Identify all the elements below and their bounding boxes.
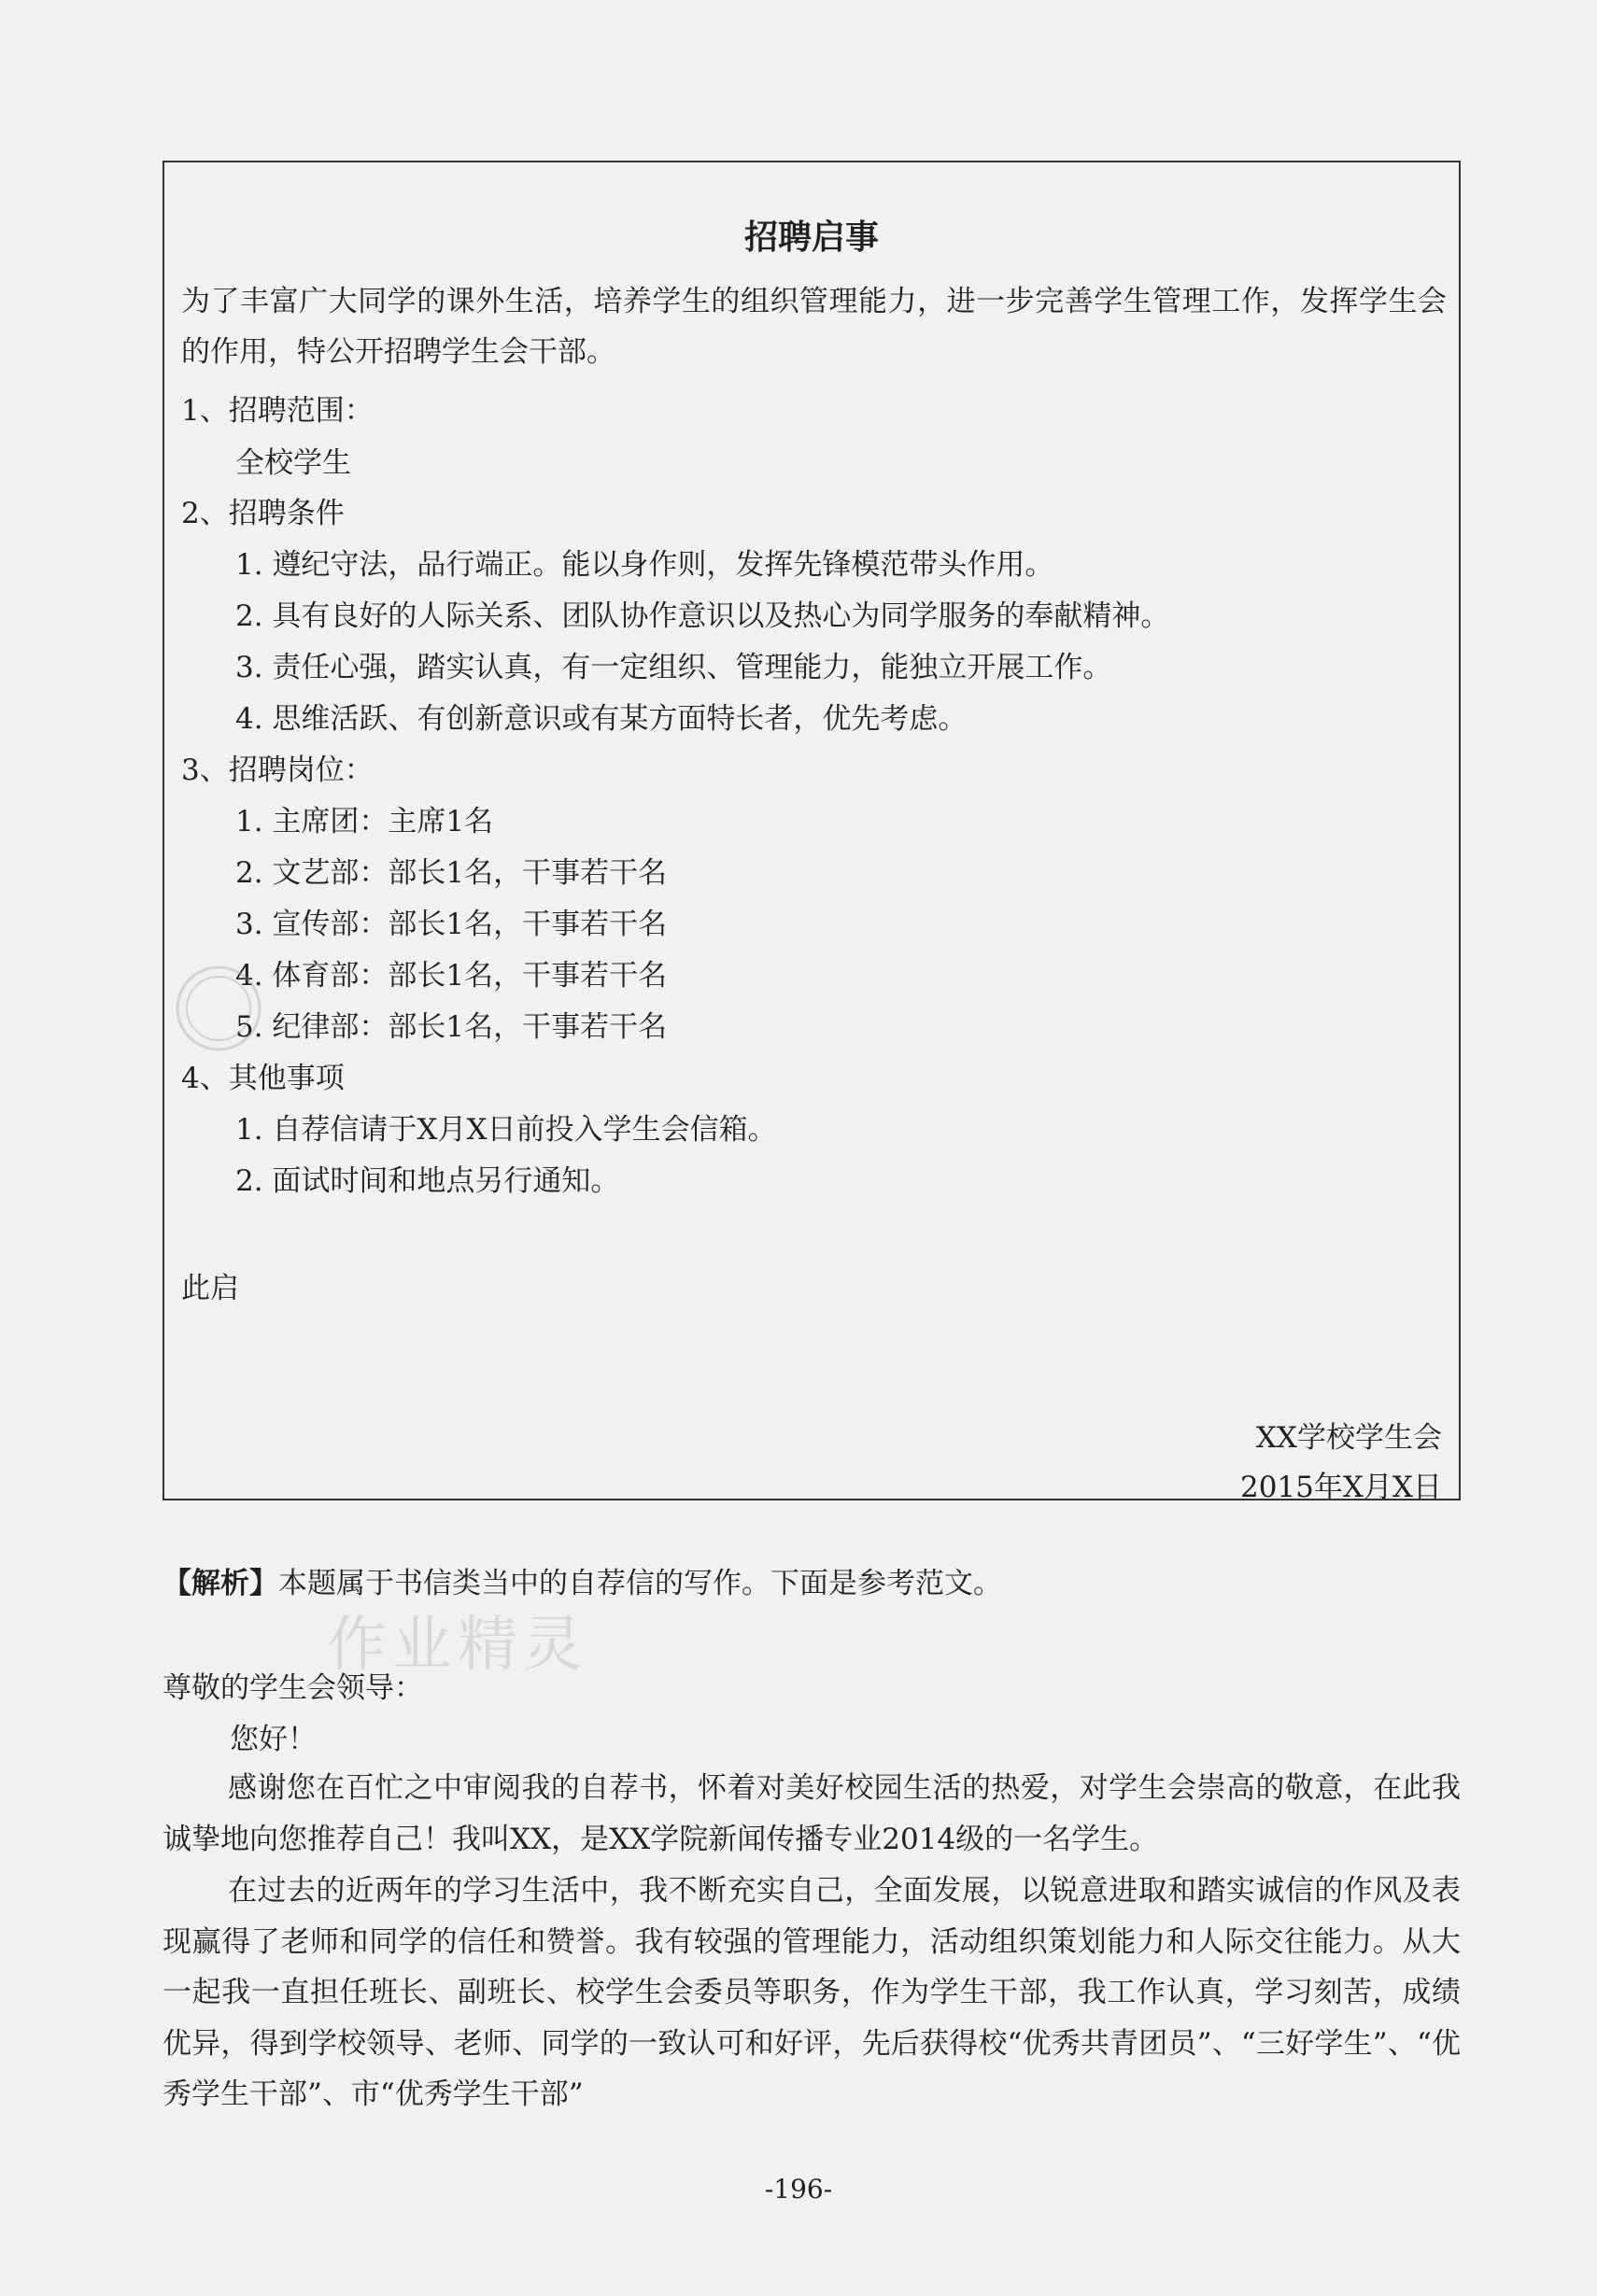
signature-org: XX学校学生会 xyxy=(1255,1421,1442,1455)
section-2-heading: 2、招聘条件 xyxy=(181,497,345,530)
condition-item: 3. 责任心强，踏实认真，有一定组织、管理能力，能独立开展工作。 xyxy=(235,651,1112,684)
section-1-body: 全校学生 xyxy=(235,446,351,480)
watermark-stamp-icon xyxy=(172,962,265,1055)
letter-paragraph: 感谢您在百忙之中审阅我的自荐书，怀着对美好校园生活的热爱，对学生会崇高的敬意，在此我诚挚地向您推荐自己！我叫XX，是XX学院新闻传播专业2014级的一名学生。 xyxy=(163,1771,1461,1856)
letter-salutation: 尊敬的学生会领导： xyxy=(163,1671,423,1705)
analysis-tag: 【解析】 xyxy=(163,1567,278,1600)
signature-date: 2015年X月X日 xyxy=(1239,1471,1442,1504)
notice-box xyxy=(163,161,1461,1504)
other-item: 2. 面试时间和地点另行通知。 xyxy=(235,1164,620,1198)
analysis-line xyxy=(163,1559,1002,1601)
closing-text: 此启 xyxy=(181,1272,239,1305)
position-item: 5. 纪律部：部长1名，干事若干名 xyxy=(235,1010,668,1044)
other-item: 1. 自荐信请于X月X日前投入学生会信箱。 xyxy=(235,1113,777,1147)
section-4-heading: 4、其他事项 xyxy=(181,1062,345,1095)
watermark-text: 作业精灵 xyxy=(327,1611,588,1680)
position-item: 1. 主席团：主席1名 xyxy=(235,805,494,838)
analysis-text: 本题属于书信类当中的自荐信的写作。下面是参考范文。 xyxy=(278,1567,1002,1600)
notice-intro: 为了丰富广大同学的课外生活，培养学生的组织管理能力，进一步完善学生管理工作，发挥学生会的作用，特公开招聘学生会干部。 xyxy=(181,285,1447,369)
position-item: 4. 体育部：部长1名，干事若干名 xyxy=(235,959,668,993)
condition-item: 2. 具有良好的人际关系、团队协作意识以及热心为同学服务的奉献精神。 xyxy=(235,599,1170,633)
position-item: 2. 文艺部：部长1名，干事若干名 xyxy=(235,856,668,890)
section-3-heading: 3、招聘岗位： xyxy=(181,754,374,787)
letter-paragraph: 在过去的近两年的学习生活中，我不断充实自己，全面发展，以锐意进取和踏实诚信的作风及表现赢得了老师和同学的信任和赞誉。我有较强的管理能力，活动组织策划能力和人际交往能力。从大一起我一直担任班长、副班长、校学生会委员等职务，作为学生干部，我工作认真，学习刻苦，成绩优异，得到学校领导、老师、同学的一致认可和好评，先后获得校“优秀共青团员”、“三好学生”、“优秀学生干部”、市“优秀学生干部” xyxy=(163,1874,1461,2111)
notice-title: 招聘启事 xyxy=(743,218,879,257)
position-item: 3. 宣传部：部长1名，干事若干名 xyxy=(235,908,668,941)
section-1-heading: 1、招聘范围： xyxy=(181,394,374,428)
letter-greeting: 您好！ xyxy=(230,1723,317,1756)
condition-item: 4. 思维活跃、有创新意识或有某方面特长者，优先考虑。 xyxy=(235,702,968,736)
page-number: -196- xyxy=(764,2174,833,2204)
condition-item: 1. 遵纪守法，品行端正。能以身作则，发挥先锋模范带头作用。 xyxy=(235,548,1054,582)
